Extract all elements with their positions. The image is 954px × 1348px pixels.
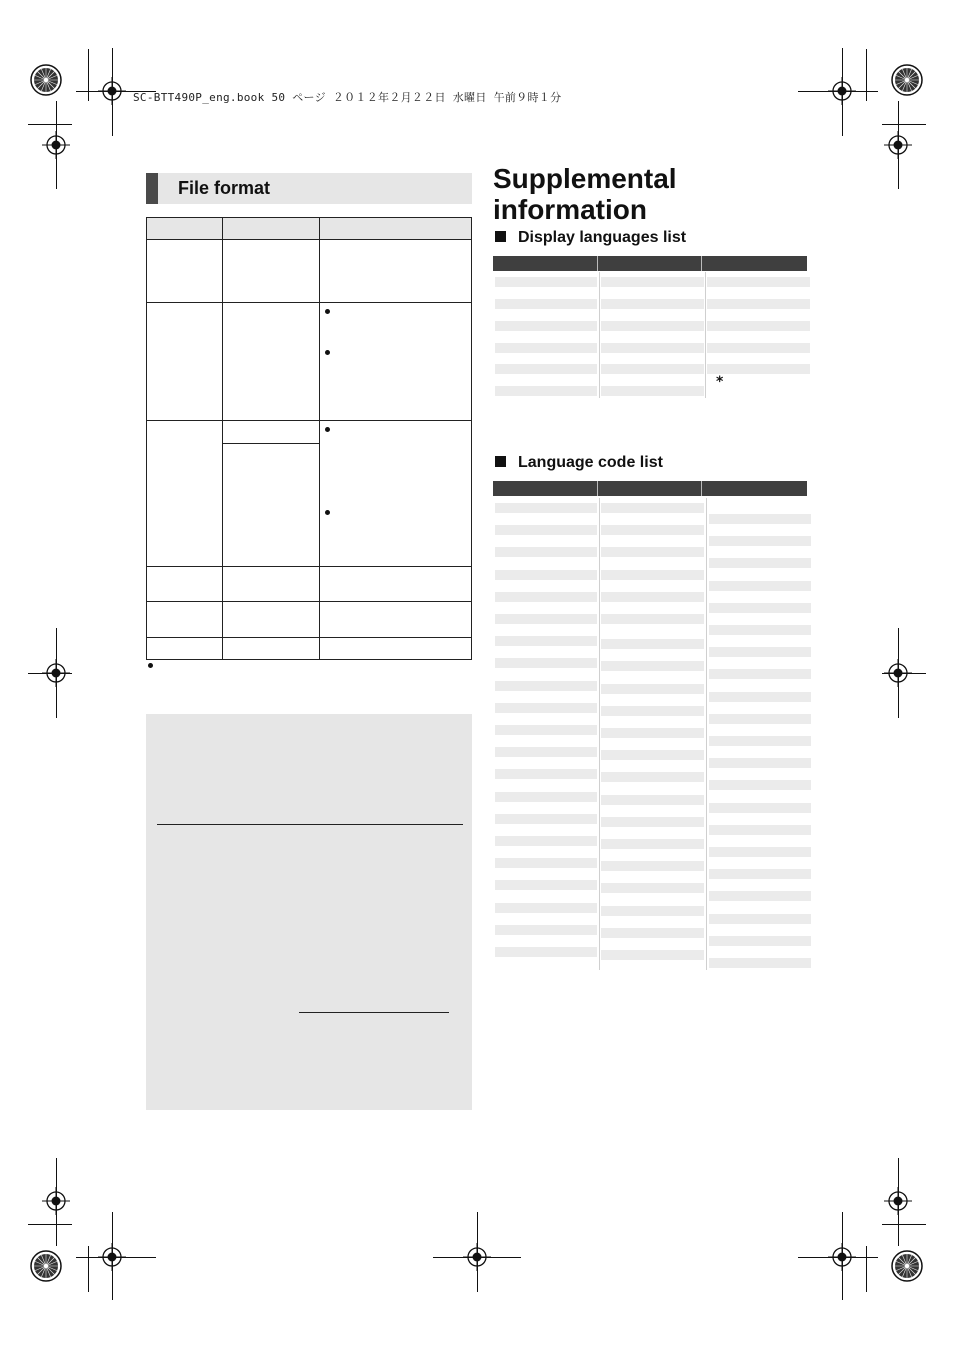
table-row bbox=[601, 570, 704, 580]
list-bullet bbox=[325, 427, 330, 432]
table-row bbox=[495, 386, 597, 396]
table-row bbox=[601, 950, 704, 960]
table-row bbox=[601, 547, 704, 557]
table-row bbox=[707, 321, 810, 331]
table-row bbox=[601, 906, 704, 916]
page-title-line2: information bbox=[493, 194, 647, 225]
table-row bbox=[601, 661, 704, 671]
table-row bbox=[601, 817, 704, 827]
table-row bbox=[709, 558, 811, 568]
table-row bbox=[709, 736, 811, 746]
info-box-divider bbox=[157, 824, 463, 825]
column-divider bbox=[706, 498, 707, 970]
table-row bbox=[495, 814, 597, 824]
table-header-bar bbox=[493, 481, 807, 496]
table-row bbox=[709, 514, 811, 524]
table-header-bar bbox=[493, 256, 807, 271]
table-row bbox=[709, 625, 811, 635]
table-row bbox=[601, 525, 704, 535]
table-row bbox=[709, 803, 811, 813]
table-row bbox=[601, 883, 704, 893]
table-row bbox=[707, 343, 810, 353]
table-row bbox=[601, 795, 704, 805]
table-row bbox=[601, 386, 704, 396]
table-row bbox=[709, 936, 811, 946]
table-row bbox=[709, 847, 811, 857]
table-row bbox=[495, 836, 597, 846]
table-row bbox=[495, 343, 597, 353]
table-row bbox=[707, 364, 810, 374]
table-row bbox=[495, 570, 597, 580]
table-row bbox=[709, 692, 811, 702]
table-row bbox=[601, 343, 704, 353]
table-row bbox=[495, 277, 597, 287]
footnote-bullet bbox=[148, 663, 153, 668]
list-bullet bbox=[325, 309, 330, 314]
column-divider bbox=[705, 272, 706, 398]
table-row bbox=[601, 592, 704, 602]
table-row bbox=[495, 703, 597, 713]
table-row bbox=[495, 299, 597, 309]
table-row bbox=[601, 277, 704, 287]
table-row bbox=[709, 914, 811, 924]
section-title: File format bbox=[178, 178, 271, 198]
list-bullet bbox=[325, 350, 330, 355]
table-row bbox=[709, 536, 811, 546]
table-row bbox=[601, 750, 704, 760]
column-divider bbox=[599, 498, 600, 970]
table-row bbox=[495, 747, 597, 757]
asterisk-note: * bbox=[716, 374, 724, 390]
table-row bbox=[601, 614, 704, 624]
table-row bbox=[495, 925, 597, 935]
table-row bbox=[709, 669, 811, 679]
display-languages-heading-text: Display languages list bbox=[518, 229, 687, 246]
table-row bbox=[495, 792, 597, 802]
table-row bbox=[709, 647, 811, 657]
info-box-underline bbox=[299, 1012, 449, 1013]
table-row bbox=[709, 825, 811, 835]
table-row bbox=[601, 684, 704, 694]
square-bullet-icon bbox=[495, 456, 506, 467]
page-title-line1: Supplemental bbox=[493, 163, 677, 194]
table-row bbox=[495, 525, 597, 535]
column-divider bbox=[599, 272, 600, 398]
page-title bbox=[493, 163, 677, 225]
table-row bbox=[601, 928, 704, 938]
table-row bbox=[601, 299, 704, 309]
table-row bbox=[709, 780, 811, 790]
list-bullet bbox=[325, 510, 330, 515]
info-box bbox=[146, 714, 472, 1110]
language-code-heading-text: Language code list bbox=[518, 454, 663, 471]
section-marker bbox=[146, 173, 158, 204]
language-code-heading bbox=[495, 454, 663, 472]
table-row bbox=[495, 321, 597, 331]
table-row bbox=[707, 277, 810, 287]
table-row bbox=[495, 547, 597, 557]
table-row bbox=[495, 903, 597, 913]
table-row bbox=[601, 772, 704, 782]
table-row bbox=[601, 321, 704, 331]
table-row bbox=[709, 869, 811, 879]
table-row bbox=[709, 891, 811, 901]
display-languages-heading bbox=[495, 229, 686, 247]
table-row bbox=[709, 581, 811, 591]
table-row bbox=[495, 681, 597, 691]
table-row bbox=[601, 728, 704, 738]
table-row bbox=[495, 364, 597, 374]
table-row bbox=[495, 592, 597, 602]
table-row bbox=[709, 758, 811, 768]
table-row bbox=[495, 858, 597, 868]
table-row bbox=[709, 714, 811, 724]
table-row bbox=[601, 839, 704, 849]
table-row bbox=[495, 503, 597, 513]
table-row bbox=[601, 639, 704, 649]
table-row bbox=[495, 880, 597, 890]
table-row bbox=[601, 706, 704, 716]
file-header-line: SC-BTT490P_eng.book 50 ページ ２０１２年２月２２日 水曜日 午前９時１分 bbox=[133, 91, 562, 104]
table-row bbox=[495, 614, 597, 624]
table-row bbox=[709, 603, 811, 613]
table-row bbox=[495, 658, 597, 668]
table-row bbox=[495, 725, 597, 735]
table-row bbox=[495, 947, 597, 957]
table-row bbox=[601, 861, 704, 871]
square-bullet-icon bbox=[495, 231, 506, 242]
table-header-row bbox=[146, 217, 472, 239]
table-row bbox=[601, 503, 704, 513]
table-row bbox=[495, 769, 597, 779]
table-row bbox=[601, 364, 704, 374]
section-heading-file-format bbox=[146, 173, 472, 204]
table-row bbox=[709, 958, 811, 968]
table-row bbox=[707, 299, 810, 309]
table-row bbox=[495, 636, 597, 646]
